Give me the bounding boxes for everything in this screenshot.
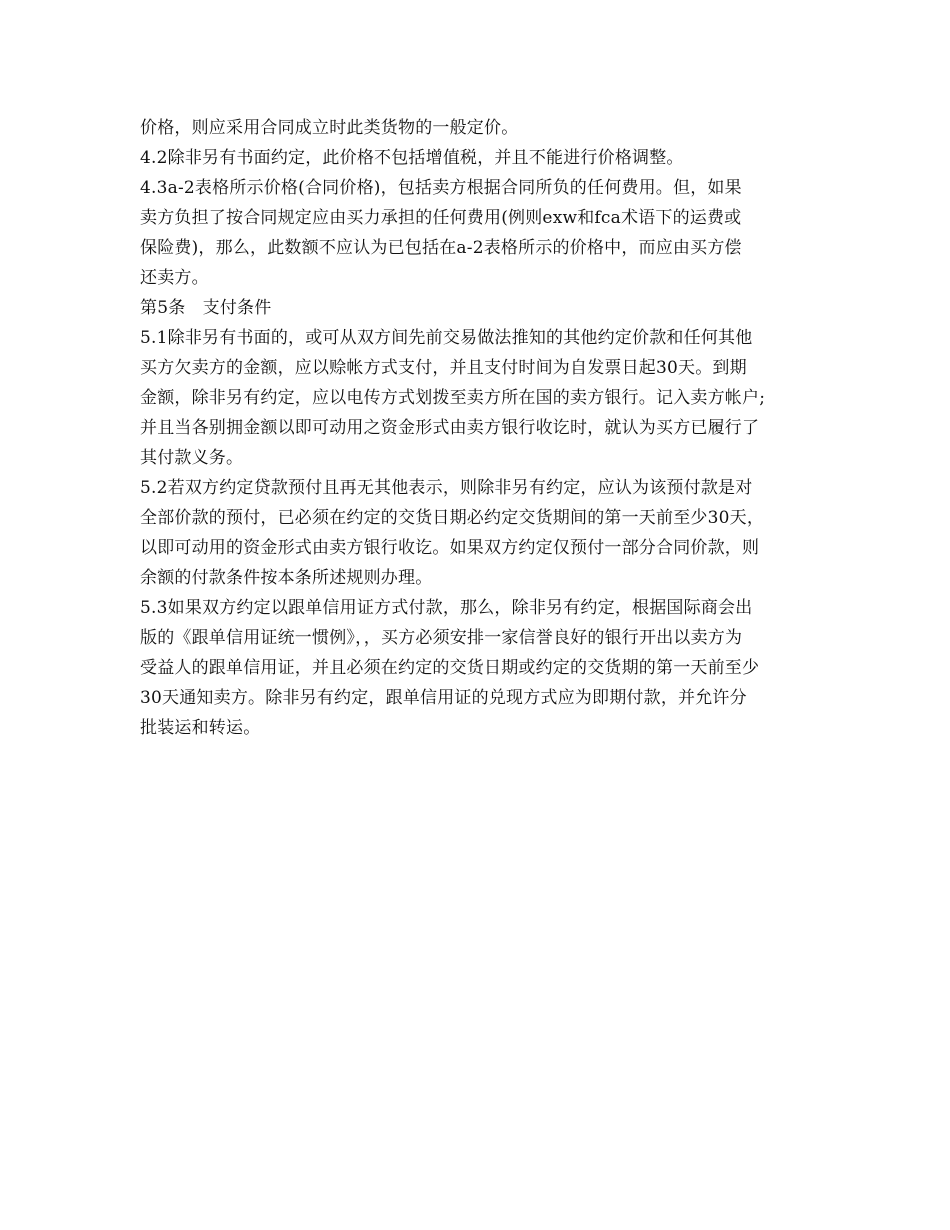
clause-4-2: 4.2除非另有书面约定，此价格不包括增值税，并且不能进行价格调整。 [140, 148, 684, 168]
text-line: 其付款义务。 [140, 448, 244, 468]
clause-5-1: 5.1除非另有书面的，或可从双方间先前交易做法推知的其他约定价款和任何其他 [140, 328, 753, 348]
text-line: 买方欠卖方的金额，应以赊帐方式支付，并且支付时间为自发票日起30天。到期 [140, 358, 747, 378]
text-line: 还卖方。 [140, 268, 209, 288]
text-line: 余额的付款条件按本条所述规则办理。 [140, 568, 433, 588]
clause-5-3: 5.3如果双方约定以跟单信用证方式付款，那么，除非另有约定，根据国际商会出 [140, 598, 753, 618]
text-line: 以即可动用的资金形式由卖方银行收讫。如果双方约定仅预付一部分合同价款，则 [140, 538, 760, 558]
text-line: 30天通知卖方。除非另有约定，跟单信用证的兑现方式应为即期付款，并允许分 [140, 688, 747, 708]
clause-5-2: 5.2若双方约定贷款预付且再无其他表示，则除非另有约定，应认为该预付款是对 [140, 478, 753, 498]
text-line: 版的《跟单信用证统一惯例》，，买方必须安排一家信誉良好的银行开出以卖方为 [140, 628, 743, 648]
clause-4-3: 4.3a-2表格所示价格(合同价格)，包括卖方根据合同所负的任何费用。但，如果 [140, 178, 742, 198]
text-line: 卖方负担了按合同规定应由买力承担的任何费用(例则exw和fca术语下的运费或 [140, 208, 742, 228]
text-line: 保险费)，那么，此数额不应认为已包括在a-2表格所示的价格中，而应由买方偿 [140, 238, 742, 258]
text-line: 金额，除非另有约定，应以电传方式划拨至卖方所在国的卖方银行。记入卖方帐户; [140, 388, 766, 408]
text-line: 批装运和转运。 [140, 718, 261, 738]
text-line: 价格，则应采用合同成立时此类货物的一般定价。 [140, 118, 519, 138]
section-heading-article-5: 第5条 支付条件 [140, 298, 272, 318]
text-line: 并且当各别拥金额以即可动用之资金形式由卖方银行收讫时，就认为买方已履行了 [140, 418, 760, 438]
text-line: 受益人的跟单信用证，并且必须在约定的交货日期或约定的交货期的第一天前至少 [140, 658, 760, 678]
document-body [140, 113, 820, 743]
text-line: 全部价款的预付，已必须在约定的交货日期必约定交货期间的第一天前至少30天， [140, 508, 765, 528]
